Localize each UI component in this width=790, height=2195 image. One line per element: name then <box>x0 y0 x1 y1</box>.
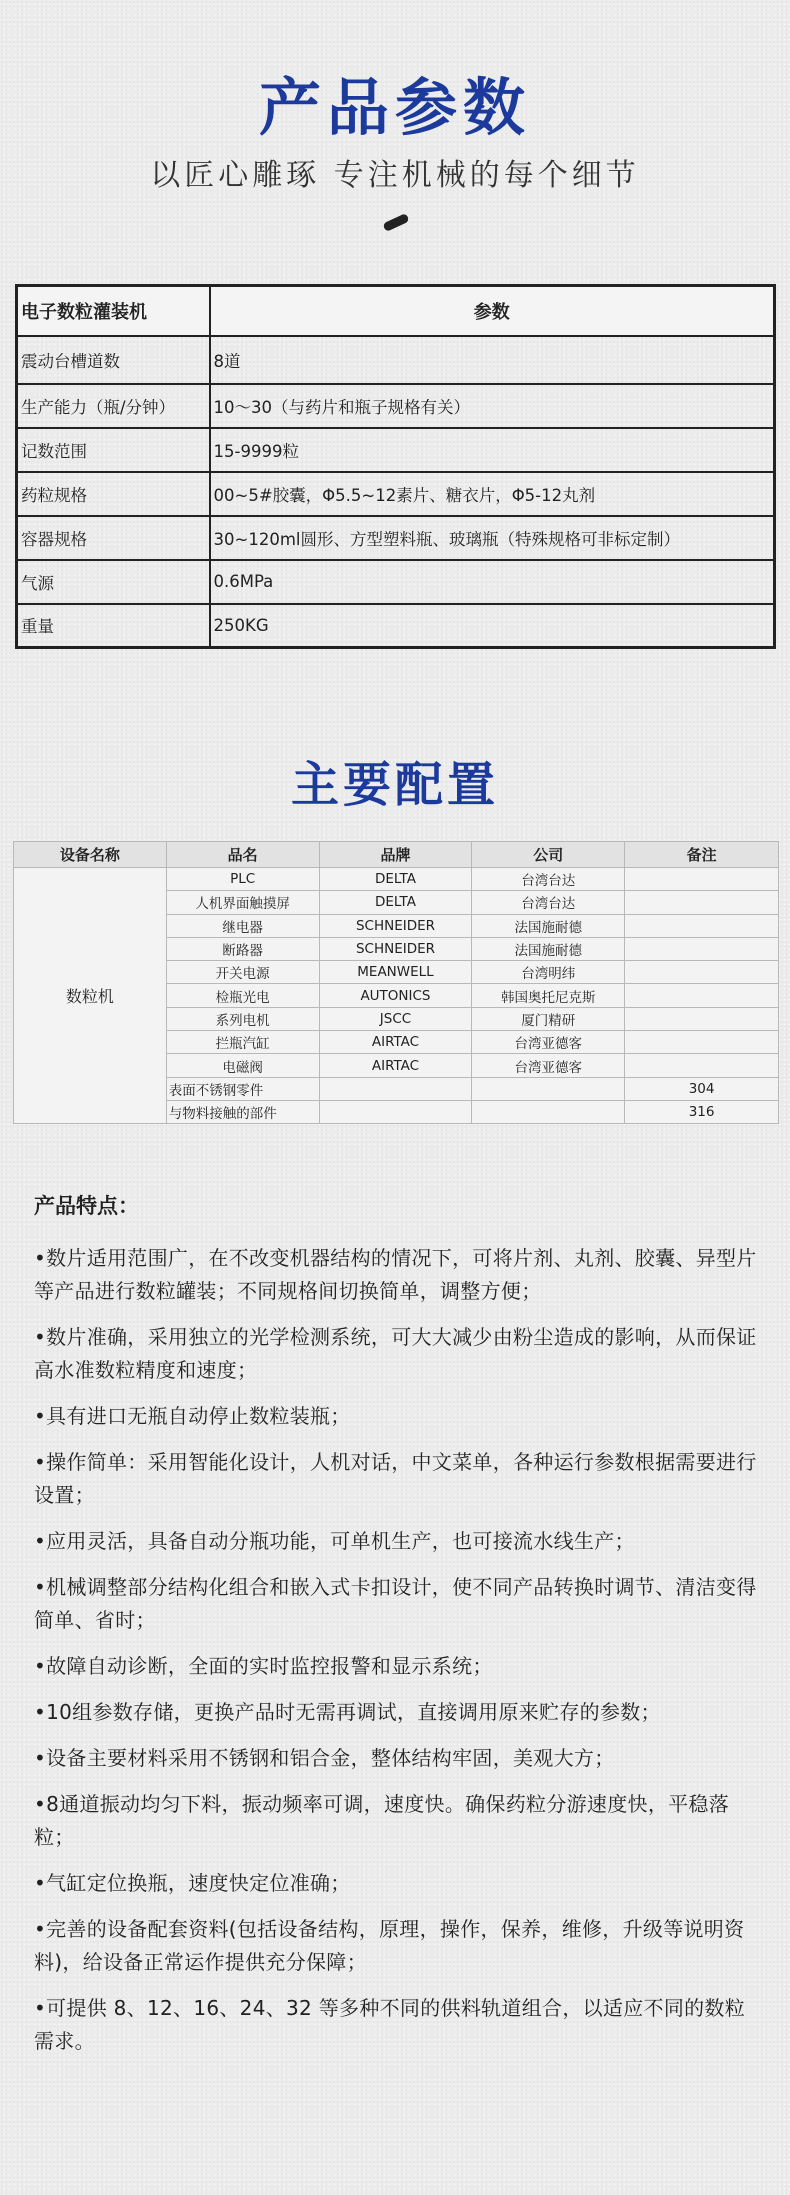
config-cell: 继电器 <box>166 914 319 937</box>
params-row <box>17 472 775 516</box>
config-cell: SCHNEIDER <box>319 914 472 937</box>
config-cell: 台湾台达 <box>472 891 625 914</box>
config-cell: MEANWELL <box>319 961 472 984</box>
config-cell <box>625 1054 779 1077</box>
feature-item: •故障自动诊断，全面的实时监控报警和显示系统； <box>34 1654 493 1678</box>
config-header-row <box>14 842 779 868</box>
feature-item: •完善的设备配套资料(包括设备结构，原理，操作，保养，维修，升级等说明资料)，给设备正常运作提供充分保障； <box>34 1917 745 1974</box>
config-cell: 系列电机 <box>166 1007 319 1030</box>
config-cell: JSCC <box>319 1007 472 1030</box>
config-cell: PLC <box>166 868 319 891</box>
divider-dash <box>382 213 409 232</box>
param-value: 15-9999粒 <box>210 428 775 472</box>
params-row <box>17 384 775 428</box>
param-value: 10～30（与药片和瓶子规格有关） <box>210 384 775 428</box>
params-table <box>15 284 776 649</box>
config-header: 备注 <box>625 842 779 868</box>
features-list <box>34 1242 764 2058</box>
param-value: 250KG <box>210 604 775 648</box>
param-key: 容器规格 <box>17 516 210 560</box>
config-cell: 韩国奥托尼克斯 <box>472 984 625 1007</box>
config-cell <box>472 1077 625 1100</box>
config-cell: 304 <box>625 1077 779 1100</box>
feature-item: •操作简单：采用智能化设计，人机对话，中文菜单，各种运行参数根据需要进行设置； <box>34 1450 757 1507</box>
config-cell: AUTONICS <box>319 984 472 1007</box>
feature-item: •8通道振动均匀下料，振动频率可调，速度快。确保药粒分游速度快，平稳落粒； <box>34 1792 730 1849</box>
device-name: 数粒机 <box>14 868 167 1124</box>
config-cell: AIRTAC <box>319 1031 472 1054</box>
feature-item: •气缸定位换瓶，速度快定位准确； <box>34 1871 351 1895</box>
feature-item: •具有进口无瓶自动停止数粒装瓶； <box>34 1404 351 1428</box>
feature-item: •数片适用范围广，在不改变机器结构的情况下，可将片剂、丸剂、胶囊、异型片等产品进行数粒罐装；不同规格间切换简单，调整方便； <box>34 1246 757 1303</box>
config-cell <box>625 868 779 891</box>
config-cell <box>625 961 779 984</box>
config-cell: SCHNEIDER <box>319 937 472 960</box>
page-title: 产品参数 <box>258 71 531 144</box>
feature-item: •10组参数存储，更换产品时无需再调试，直接调用原来贮存的参数； <box>34 1700 661 1724</box>
config-table <box>13 841 779 1124</box>
config-cell: 断路器 <box>166 937 319 960</box>
config-cell: 台湾明纬 <box>472 961 625 984</box>
param-key: 药粒规格 <box>17 472 210 516</box>
config-cell: 台湾亚德客 <box>472 1054 625 1077</box>
param-value: 30~120ml圆形、方型塑料瓶、玻璃瓶（特殊规格可非标定制） <box>210 516 775 560</box>
feature-item: •设备主要材料采用不锈钢和铝合金，整体结构牢固，美观大方； <box>34 1746 615 1770</box>
params-row <box>17 336 775 384</box>
config-cell <box>625 1007 779 1030</box>
params-row <box>17 560 775 604</box>
config-cell: 法国施耐德 <box>472 937 625 960</box>
feature-item: •应用灵活，具备自动分瓶功能，可单机生产，也可接流水线生产； <box>34 1529 635 1553</box>
config-title: 主要配置 <box>290 757 499 813</box>
features-section <box>34 1190 764 2071</box>
config-cell: 人机界面触摸屏 <box>166 891 319 914</box>
page-subtitle: 以匠心雕琢 专注机械的每个细节 <box>150 158 640 193</box>
param-key: 生产能力（瓶/分钟） <box>17 384 210 428</box>
config-header: 品牌 <box>319 842 472 868</box>
params-header-row <box>17 286 775 336</box>
param-value: 8道 <box>210 336 775 384</box>
config-cell: 法国施耐德 <box>472 914 625 937</box>
config-cell: 电磁阀 <box>166 1054 319 1077</box>
config-cell: 拦瓶汽缸 <box>166 1031 319 1054</box>
config-cell: 厦门精研 <box>472 1007 625 1030</box>
config-header: 公司 <box>472 842 625 868</box>
config-row <box>14 868 779 891</box>
param-value: 0.6MPa <box>210 560 775 604</box>
config-cell: 台湾台达 <box>472 868 625 891</box>
config-cell: DELTA <box>319 891 472 914</box>
config-header: 设备名称 <box>14 842 167 868</box>
param-key: 记数范围 <box>17 428 210 472</box>
config-cell <box>319 1100 472 1123</box>
config-cell: 台湾亚德客 <box>472 1031 625 1054</box>
feature-item: •可提供 8、12、16、24、32 等多种不同的供料轨道组合，以适应不同的数粒需求。 <box>34 1996 746 2053</box>
param-key: 重量 <box>17 604 210 648</box>
config-cell: 与物料接触的部件 <box>166 1100 319 1123</box>
param-key: 气源 <box>17 560 210 604</box>
params-row <box>17 604 775 648</box>
config-cell: 开关电源 <box>166 961 319 984</box>
config-cell <box>625 937 779 960</box>
feature-item: •机械调整部分结构化组合和嵌入式卡扣设计，使不同产品转换时调节、清洁变得简单、省时； <box>34 1575 757 1632</box>
params-header-value: 参数 <box>210 286 775 336</box>
config-header: 品名 <box>166 842 319 868</box>
config-cell <box>625 914 779 937</box>
params-row <box>17 428 775 472</box>
config-cell: 表面不锈钢零件 <box>166 1077 319 1100</box>
config-cell: 检瓶光电 <box>166 984 319 1007</box>
config-cell <box>625 1031 779 1054</box>
config-cell <box>319 1077 472 1100</box>
param-key: 震动台槽道数 <box>17 336 210 384</box>
config-cell: AIRTAC <box>319 1054 472 1077</box>
features-heading: 产品特点： <box>34 1194 139 1218</box>
params-header-name: 电子数粒灌装机 <box>17 286 210 336</box>
param-value: 00~5#胶囊，Φ5.5~12素片、糖衣片，Φ5-12丸剂 <box>210 472 775 516</box>
config-cell <box>625 984 779 1007</box>
config-cell: DELTA <box>319 868 472 891</box>
config-cell <box>472 1100 625 1123</box>
config-cell <box>625 891 779 914</box>
feature-item: •数片准确，采用独立的光学检测系统，可大大减少由粉尘造成的影响，从而保证高水准数粒精度和速度； <box>34 1325 757 1382</box>
params-row <box>17 516 775 560</box>
config-cell: 316 <box>625 1100 779 1123</box>
